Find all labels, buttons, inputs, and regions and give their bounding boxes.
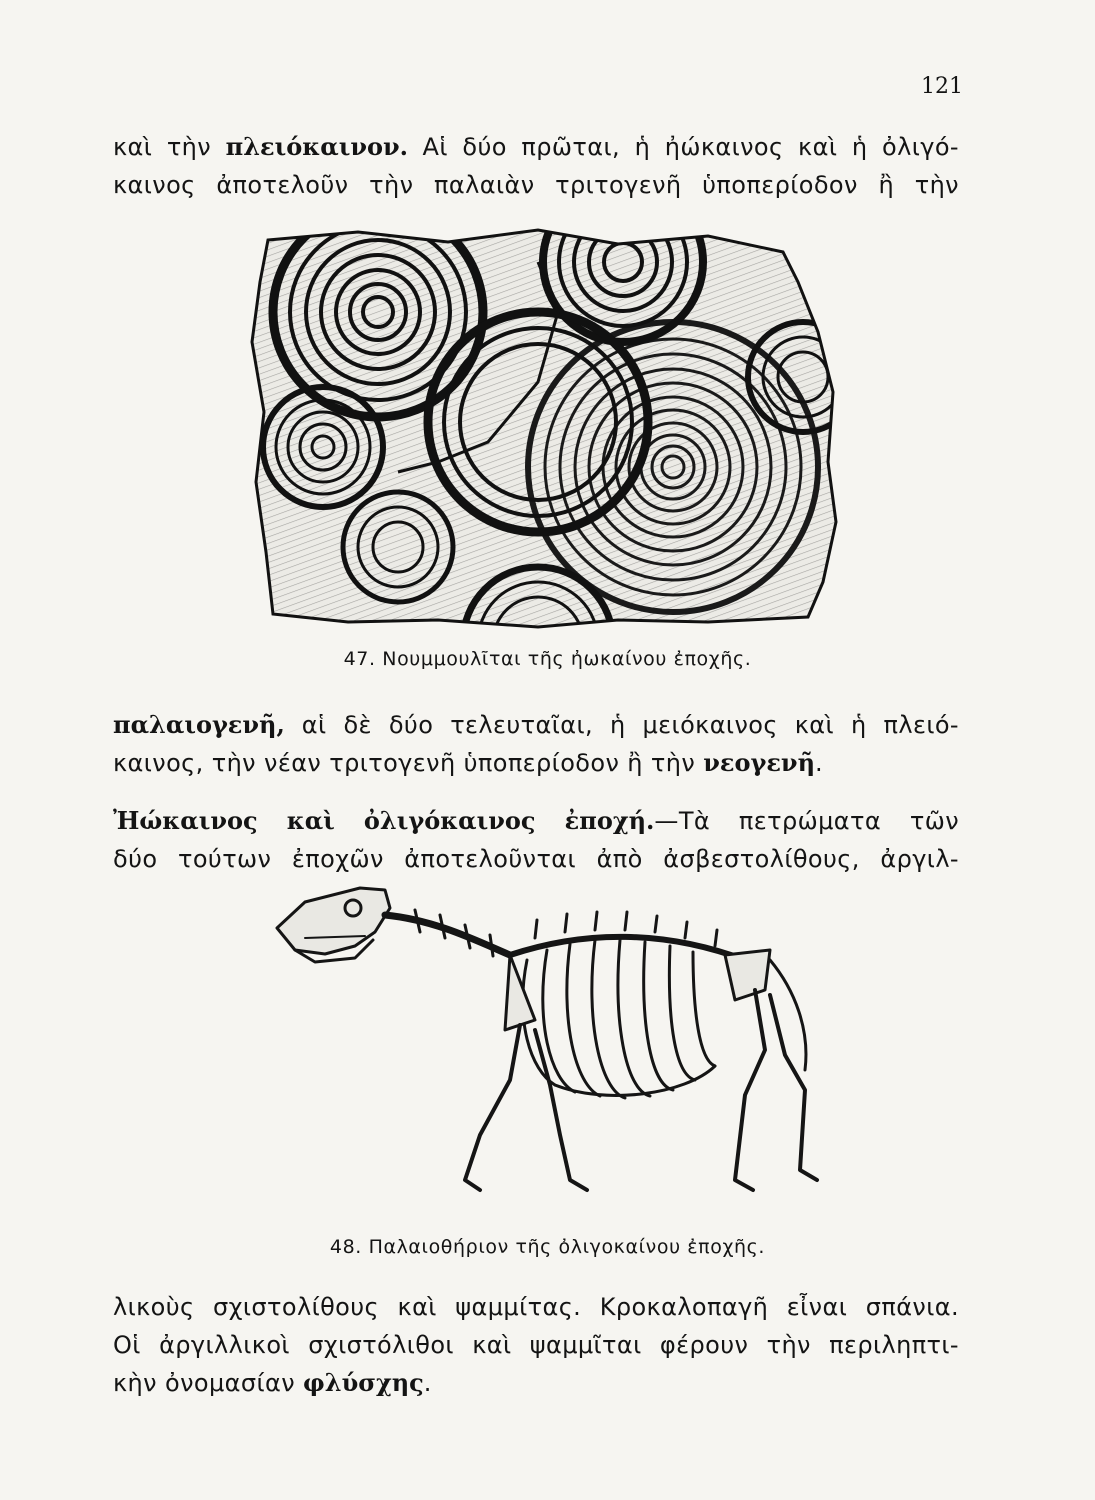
- paragraph-4-line-2: Οἱ ἀργιλλικοὶ σχιστόλιθοι καὶ ψαμμῖται φέρουν τὴν περιληπτι-: [113, 1331, 959, 1359]
- paragraph-4-line-1: λικοὺς σχιστολίθους καὶ ψαμμίτας. Κροκαλοπαγῆ εἶναι σπάνια.: [113, 1293, 959, 1321]
- paragraph-3-line-2: δύο τούτων ἐποχῶν ἀποτελοῦνται ἀπὸ ἀσβεστολίθους, ἀργιλ-: [113, 845, 959, 873]
- text-run: καινος, τὴν νέαν τριτογενῆ ὑποπερίοδον ἢ τὴν: [113, 749, 704, 777]
- paragraph-2-line-2: [113, 744, 959, 782]
- text-run: Αἱ δύο πρῶται, ἡ ἠώκαινος καὶ ἡ ὀλιγό-: [408, 133, 959, 161]
- skeleton-illustration: [265, 880, 825, 1200]
- nummulites-illustration: [238, 222, 838, 642]
- bold-term: νεογενῆ: [703, 748, 816, 777]
- text-run: αἱ δὲ δύο τελευταῖαι, ἡ μειόκαινος καὶ ἡ πλειό-: [284, 711, 959, 739]
- page-number: 121: [921, 74, 963, 99]
- text-run: κὴν ὀνομασίαν: [113, 1369, 304, 1397]
- section-heading: Ἠώκαινος καὶ ὀλιγόκαινος ἐποχή.: [113, 806, 655, 835]
- bold-term: πλειόκαινον.: [225, 132, 408, 161]
- text-run: —Τὰ πετρώματα τῶν: [654, 807, 959, 835]
- bold-term: παλαιογενῆ,: [113, 710, 285, 739]
- text-run: καὶ τὴν: [113, 133, 226, 161]
- nummulites-figure: [238, 222, 838, 642]
- paragraph-4-line-3: [113, 1364, 959, 1402]
- figure-48-caption: 48. Παλαιοθήριον τῆς ὀλιγοκαίνου ἐποχῆς.: [329, 1236, 766, 1258]
- palaeotherium-figure: [265, 880, 825, 1200]
- bold-term: φλύσχης: [303, 1368, 424, 1397]
- text-run: .: [423, 1369, 432, 1397]
- text-run: .: [815, 749, 824, 777]
- paragraph-1: [113, 128, 959, 204]
- paragraph-1-line-1: [113, 128, 959, 166]
- paragraph-3-line-1: [113, 802, 959, 840]
- figure-47-caption: 47. Νουμμουλῖται τῆς ἠωκαίνου ἐποχῆς.: [343, 648, 752, 670]
- paragraph-1-line-2: καινος ἀποτελοῦν τὴν παλαιὰν τριτογενῆ ὑποπερίοδον ἢ τὴν: [113, 171, 959, 199]
- paragraph-3: [113, 802, 959, 878]
- paragraph-2: [113, 706, 959, 782]
- paragraph-4: [113, 1288, 959, 1402]
- paragraph-2-line-1: [113, 706, 959, 744]
